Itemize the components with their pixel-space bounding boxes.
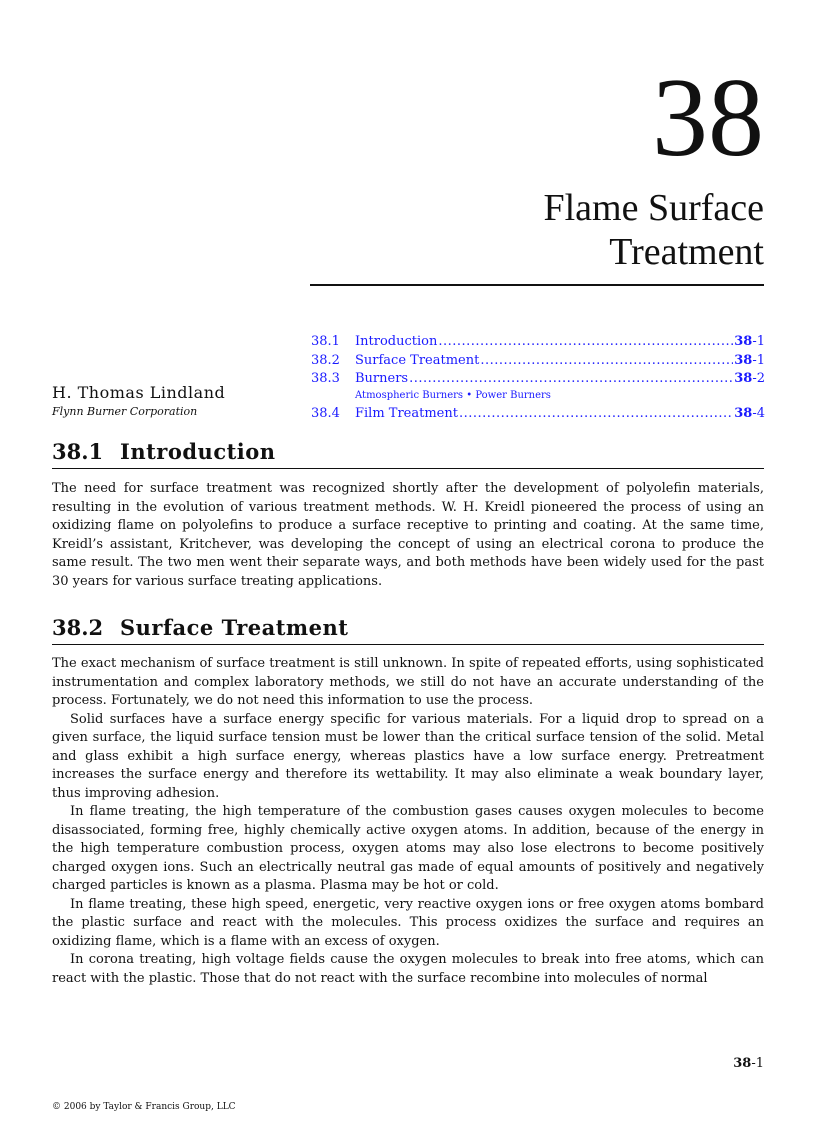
toc-entry-title: Introduction xyxy=(355,334,438,349)
paragraph: In flame treating, these high speed, energetic, very reactive oxygen ions or free oxygen atoms bombard the plastic surface and react with the molecules. This process oxidizes the surface and requires an oxidizing flame, which is a flame with an excess of oxygen. xyxy=(52,896,764,949)
toc-subentry-burners[interactable]: Atmospheric Burners • Power Burners xyxy=(355,389,551,401)
toc-entry-introduction[interactable] xyxy=(311,333,765,352)
toc-entry-page: 38-4 xyxy=(734,405,765,421)
toc-entry-number: 38.2 xyxy=(311,352,340,368)
toc-entry-number: 38.1 xyxy=(311,334,340,349)
chapter-number: 38 xyxy=(652,56,764,180)
toc-entry-title: Surface Treatment xyxy=(355,352,480,368)
section-number: 38.2 xyxy=(52,615,104,640)
chapter-title-line-1: Flame Surface xyxy=(543,187,764,229)
chapter-title-line-2: Treatment xyxy=(609,231,764,273)
toc-entry-page: 38-1 xyxy=(734,334,765,349)
chapter-title xyxy=(543,186,764,274)
copyright-notice: © 2006 by Taylor & Francis Group, LLC xyxy=(52,1102,236,1112)
paragraph: The need for surface treatment was recognized shortly after the development of polyolefin materials, resulting in the evolution of various treatment methods. W. H. Kreidl pioneered the process of using an oxidizing flame on polyolefins to produce a surface receptive to printing and coating. At the same time, Kreidl’s assistant, Kritchever, was developing the concept of using an electrical corona to produce the same result. The two men went their separate ways, and both methods have been widely used for the past 30 years for various surface treating applications. xyxy=(52,481,764,589)
toc-entry-number: 38.4 xyxy=(311,405,340,421)
section-heading-surface-treatment xyxy=(52,615,764,645)
paragraph: In flame treating, the high temperature of the combustion gases causes oxygen molecules to become disassociated, forming free, highly chemically active oxygen atoms. In addition, because of the energy in the high temperature combustion process, oxygen atoms may also lose electrons to become positively charged oxygen ions. Such an electrically neutral gas made of equal amounts of positively and negatively charged particles is known as a plasma. Plasma may be hot or cold. xyxy=(52,804,764,893)
section-body-surface-treatment xyxy=(52,655,764,988)
toc-entry-film-treatment[interactable] xyxy=(311,405,765,424)
section-number: 38.1 xyxy=(52,439,104,464)
section-title: Surface Treatment xyxy=(120,615,349,640)
section-body-introduction xyxy=(52,480,764,591)
toc-leader-dots xyxy=(459,405,733,424)
section-heading-introduction xyxy=(52,439,764,469)
author-affiliation: Flynn Burner Corporation xyxy=(52,405,198,418)
section-title: Introduction xyxy=(120,439,276,464)
toc-leader-dots xyxy=(409,370,733,389)
toc-entry-page: 38-2 xyxy=(734,371,765,386)
paragraph: In corona treating, high voltage fields cause the oxygen molecules to break into free atoms, which can react with the plastic. Those that do not react with the surface recombine into molecules of normal xyxy=(52,952,764,986)
toc-leader-dots xyxy=(480,352,733,371)
table-of-contents xyxy=(311,333,765,423)
toc-entry-burners[interactable] xyxy=(311,370,765,389)
title-rule xyxy=(310,284,764,286)
paragraph: Solid surfaces have a surface energy specific for various materials. For a liquid drop to spread on a given surface, the liquid surface tension must be lower than the critical surface tension of the solid. Metal and glass exhibit a high surface energy, whereas plastics have a low surface energy. Pretreatment increases the surface energy and therefore its wettability. It may also eliminate a weak boundary layer, thus improving adhesion. xyxy=(52,711,764,801)
toc-leader-dots xyxy=(438,333,733,352)
toc-entry-title: Film Treatment xyxy=(355,405,458,421)
toc-entry-title: Burners xyxy=(355,371,409,386)
toc-entry-page: 38-1 xyxy=(734,352,765,368)
author-name: H. Thomas Lindland xyxy=(52,383,226,402)
toc-entry-number: 38.3 xyxy=(311,371,340,386)
toc-entry-surface-treatment[interactable] xyxy=(311,352,765,371)
paragraph: The exact mechanism of surface treatment is still unknown. In spite of repeated efforts, using sophisticated instrumentation and complex laboratory methods, we still do not have an accurate understanding of the process. Fortunately, we do not need this information to use the process. xyxy=(52,656,764,708)
page-number: 38-1 xyxy=(733,1056,764,1071)
